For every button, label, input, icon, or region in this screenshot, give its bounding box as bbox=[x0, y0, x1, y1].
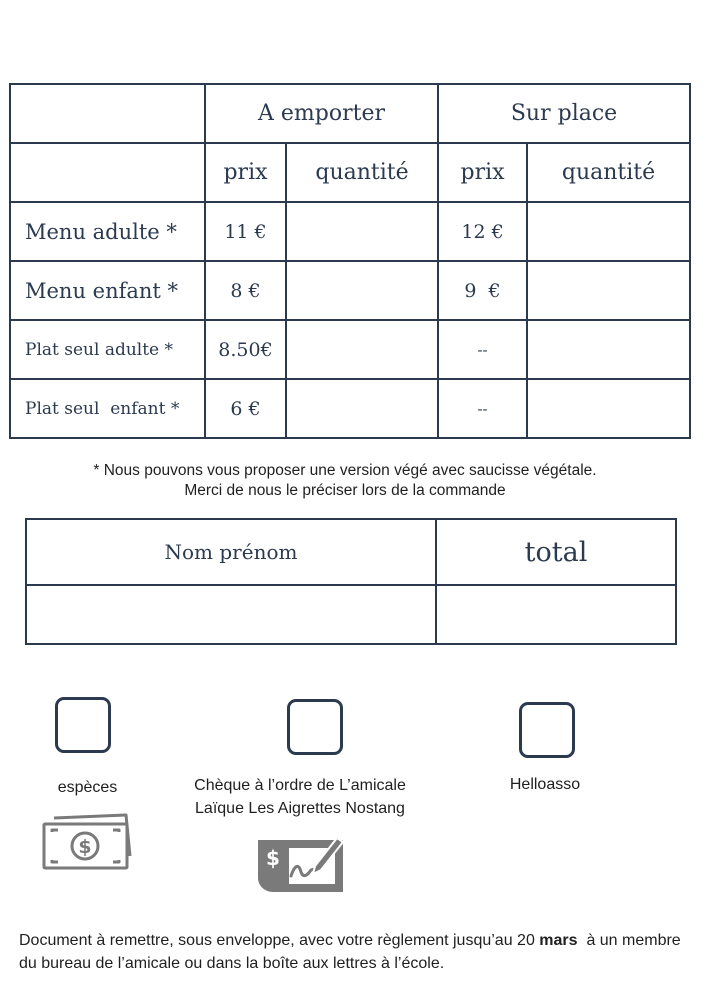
onsite-price: 12 € bbox=[438, 202, 527, 261]
row-label: Menu enfant * bbox=[10, 261, 205, 320]
table-row bbox=[10, 320, 690, 379]
onsite-qty-input[interactable] bbox=[527, 379, 690, 438]
row-label: Plat seul adulte * bbox=[10, 320, 205, 379]
banknote-icon bbox=[40, 812, 135, 874]
takeaway-price-header: prix bbox=[205, 143, 286, 202]
name-total-table bbox=[25, 518, 677, 645]
cheque-label-line-2: Laïque Les Aigrettes Nostang bbox=[195, 800, 405, 817]
onsite-price: -- bbox=[438, 379, 527, 438]
table-row bbox=[10, 379, 690, 438]
table-row bbox=[10, 202, 690, 261]
footer-deadline-month: mars bbox=[539, 932, 578, 949]
submission-instructions bbox=[19, 929, 689, 975]
name-input[interactable] bbox=[26, 585, 436, 644]
cheque-signature-icon bbox=[255, 828, 347, 896]
onsite-qty-header: quantité bbox=[527, 143, 690, 202]
order-table bbox=[9, 83, 691, 439]
takeaway-price: 6 € bbox=[205, 379, 286, 438]
name-input-row bbox=[26, 585, 676, 644]
takeaway-price: 8 € bbox=[205, 261, 286, 320]
onsite-qty-input[interactable] bbox=[527, 202, 690, 261]
svg-text:$: $ bbox=[266, 846, 280, 870]
name-header: Nom prénom bbox=[26, 519, 436, 585]
onsite-price: 9 € bbox=[438, 261, 527, 320]
footer-text-after: à un membre du bureau de l’amicale ou dans la boîte aux lettres à l’école. bbox=[19, 932, 686, 972]
onsite-qty-input[interactable] bbox=[527, 261, 690, 320]
onsite-header: Sur place bbox=[438, 84, 690, 143]
takeaway-qty-input[interactable] bbox=[286, 261, 438, 320]
takeaway-qty-header: quantité bbox=[286, 143, 438, 202]
onsite-price-header: prix bbox=[438, 143, 527, 202]
row-label: Plat seul enfant * bbox=[10, 379, 205, 438]
empty-subheader-cell bbox=[10, 143, 205, 202]
total-input[interactable] bbox=[436, 585, 676, 644]
footer-text-before: Document à remettre, sous enveloppe, avec votre règlement jusqu’au 20 bbox=[19, 932, 540, 949]
order-subheader-row bbox=[10, 143, 690, 202]
takeaway-qty-input[interactable] bbox=[286, 320, 438, 379]
takeaway-qty-input[interactable] bbox=[286, 202, 438, 261]
cheque-checkbox[interactable] bbox=[287, 699, 343, 755]
empty-corner-cell bbox=[10, 84, 205, 143]
cheque-label-line-1: Chèque à l’ordre de L’amicale bbox=[194, 777, 406, 794]
onsite-qty-input[interactable] bbox=[527, 320, 690, 379]
order-header-row bbox=[10, 84, 690, 143]
takeaway-price: 8.50€ bbox=[205, 320, 286, 379]
vegetarian-note bbox=[0, 461, 690, 501]
helloasso-label: Helloasso bbox=[509, 776, 581, 793]
cash-checkbox[interactable] bbox=[55, 697, 111, 753]
onsite-price: -- bbox=[438, 320, 527, 379]
takeaway-header: A emporter bbox=[205, 84, 438, 143]
row-label: Menu adulte * bbox=[10, 202, 205, 261]
note-line-2: Merci de nous le préciser lors de la commande bbox=[184, 482, 506, 499]
note-line-1: * Nous pouvons vous proposer une version végé avec saucisse végétale. bbox=[93, 462, 597, 479]
takeaway-price: 11 € bbox=[205, 202, 286, 261]
cheque-label bbox=[170, 774, 430, 820]
takeaway-qty-input[interactable] bbox=[286, 379, 438, 438]
name-header-row bbox=[26, 519, 676, 585]
cash-label: espèces bbox=[57, 779, 118, 796]
helloasso-checkbox[interactable] bbox=[519, 702, 575, 758]
svg-text:$: $ bbox=[78, 836, 92, 858]
table-row bbox=[10, 261, 690, 320]
total-header: total bbox=[436, 519, 676, 585]
